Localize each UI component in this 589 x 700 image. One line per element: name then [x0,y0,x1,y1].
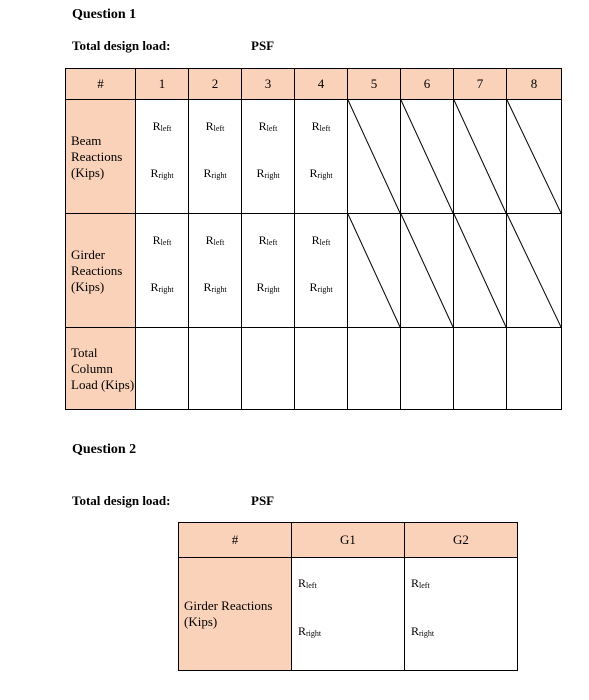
r-left-label: $R_{left}$ [411,576,430,590]
diagonal-line [507,214,561,327]
r-left-label: $R_{left}$ [152,119,172,133]
row-label-girder-reactions: Girder Reactions (Kips) [66,214,136,328]
crossed-out-cell [401,214,454,328]
reaction-cell[interactable] [292,558,405,671]
r-left-label: $R_{left}$ [311,233,331,247]
q2-unit: PSF [251,493,275,508]
reaction-cell[interactable] [295,100,348,214]
r-left-label: $R_{left}$ [205,119,225,133]
r-right-label: $R_{right}$ [298,624,322,638]
diagonal-line [454,214,506,327]
diagonal-line [401,100,453,213]
reaction-cell[interactable] [189,214,242,328]
q2-title: Question 2 [72,442,137,457]
r-right-label: $R_{right}$ [150,166,174,180]
q1-row-total [66,328,562,410]
q1-col-header: 2 [189,69,242,100]
r-left-label: $R_{left}$ [205,233,225,247]
q1-title: Question 1 [72,7,137,22]
q2-header-hash: # [179,523,292,558]
total-load-cell[interactable] [136,328,189,410]
crossed-out-cell [348,100,401,214]
reaction-cell[interactable] [295,214,348,328]
total-load-cell[interactable] [401,328,454,410]
r-left-label: $R_{left}$ [152,233,172,247]
total-load-cell[interactable] [242,328,295,410]
r-right-label: $R_{right}$ [411,624,435,638]
q1-header-hash: # [66,69,136,100]
reaction-cell[interactable] [405,558,518,671]
diagonal-line [507,100,561,213]
reaction-cell[interactable] [242,100,295,214]
q1-col-header: 4 [295,69,348,100]
row-label-total-column-load: Total Column Load (Kips) [66,328,136,410]
row-label-beam-reactions: Beam Reactions (Kips) [66,100,136,214]
total-load-cell[interactable] [507,328,562,410]
r-left-label: $R_{left}$ [298,576,317,590]
q1-load-label: Total design load: [72,38,171,53]
reaction-cell[interactable] [242,214,295,328]
crossed-out-cell [348,214,401,328]
q2-col-header: G2 [405,523,518,558]
total-load-cell[interactable] [454,328,507,410]
r-right-label: $R_{right}$ [309,166,333,180]
row-label-girder-reactions: Girder Reactions (Kips) [179,558,292,671]
q1-row-girder [66,214,562,328]
q1-col-header: 1 [136,69,189,100]
reaction-cell[interactable] [136,100,189,214]
diagonal-line [348,100,400,213]
q1-col-header: 5 [348,69,401,100]
crossed-out-cell [401,100,454,214]
diagonal-line [454,100,506,213]
r-right-label: $R_{right}$ [309,280,333,294]
reaction-cell[interactable] [189,100,242,214]
total-load-cell[interactable] [295,328,348,410]
q1-header-row [66,69,562,100]
q1-table [65,68,562,410]
crossed-out-cell [454,214,507,328]
diagonal-line [401,214,453,327]
r-right-label: $R_{right}$ [203,280,227,294]
r-left-label: $R_{left}$ [311,119,331,133]
q2-load-label: Total design load: [72,493,171,508]
crossed-out-cell [507,214,562,328]
r-right-label: $R_{right}$ [203,166,227,180]
q1-unit: PSF [251,38,275,53]
r-right-label: $R_{right}$ [256,280,280,294]
diagonal-line [348,214,400,327]
q1-col-header: 3 [242,69,295,100]
crossed-out-cell [507,100,562,214]
q1-col-header: 6 [401,69,454,100]
q1-col-header: 8 [507,69,562,100]
total-load-cell[interactable] [348,328,401,410]
q2-row-girder [179,558,518,671]
q2-header-row [179,523,518,558]
crossed-out-cell [454,100,507,214]
r-left-label: $R_{left}$ [258,233,278,247]
reaction-cell[interactable] [136,214,189,328]
r-right-label: $R_{right}$ [150,280,174,294]
q2-table [178,522,518,671]
q1-col-header: 7 [454,69,507,100]
total-load-cell[interactable] [189,328,242,410]
r-right-label: $R_{right}$ [256,166,280,180]
q1-row-beam [66,100,562,214]
r-left-label: $R_{left}$ [258,119,278,133]
q2-col-header: G1 [292,523,405,558]
